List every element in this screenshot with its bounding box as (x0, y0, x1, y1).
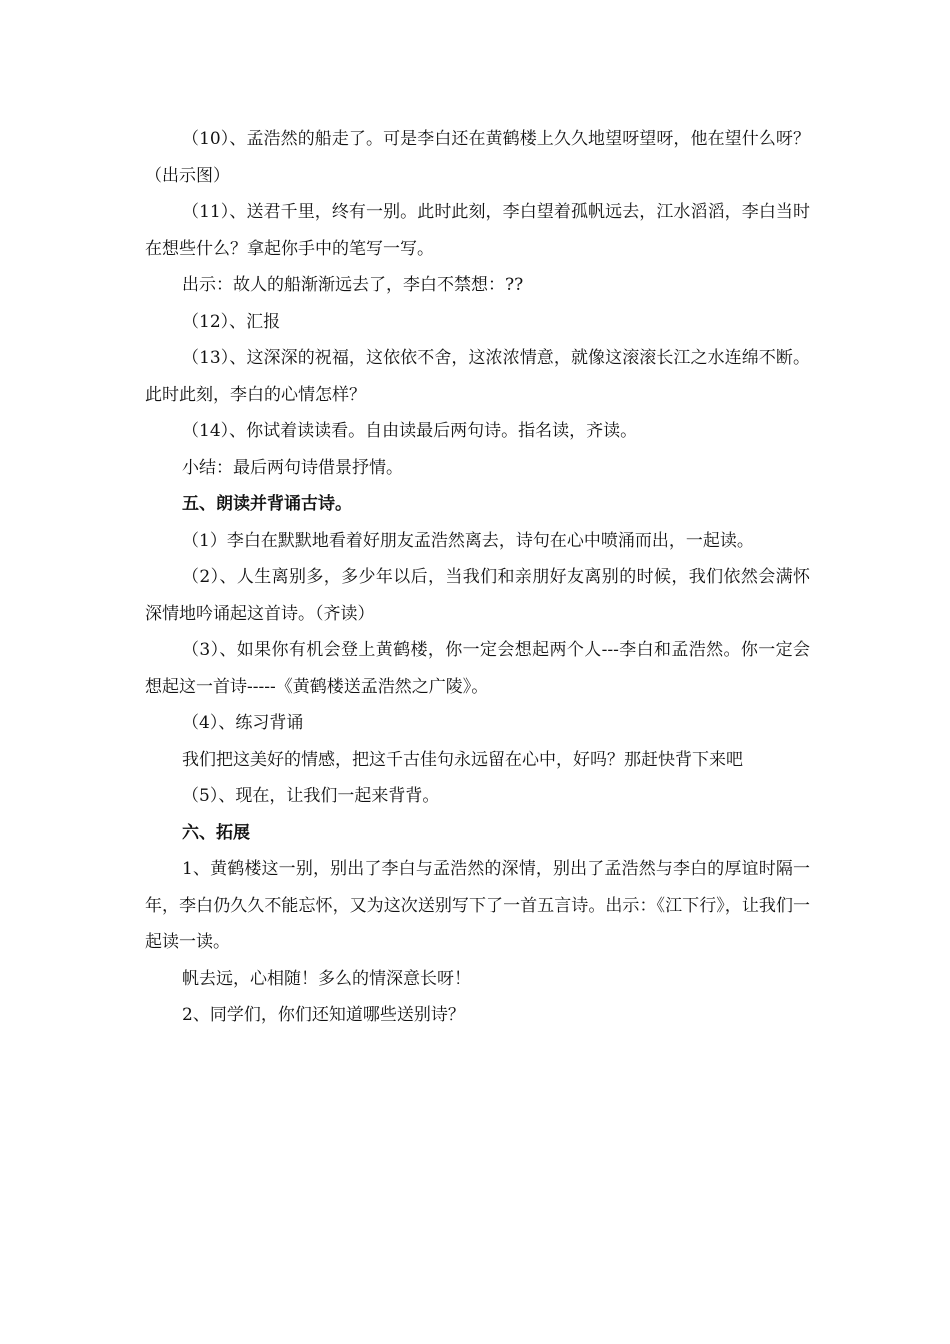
paragraph-extend-2: 2、同学们，你们还知道哪些送别诗？ (182, 1005, 465, 1025)
paragraph-read-2: （2）、人生离别多，多少年以后，当我们和亲朋好友离别的时候，我们依然会满怀深情地吟诵起这首诗。（齐读） (145, 567, 810, 624)
paragraph-memorize: 我们把这美好的情感，把这千古佳句永远留在心中，好吗？那赶快背下来吧 (182, 749, 743, 770)
paragraph-extend-1: 1、黄鹤楼这一别，别出了李白与孟浩然的深情，别出了孟浩然与李白的厚谊时隔一年，李白仍久久不能忘怀，又为这次送别写下了一首五言诗。出示：《江下行》，让我们一起读一读。 (145, 859, 810, 952)
paragraph-read-3: （3）、如果你有机会登上黄鹤楼，你一定会想起两个人---李白和孟浩然。你一定会想起这一首诗-----《黄鹤楼送孟浩然之广陵》。 (145, 640, 810, 697)
paragraph-10: （10）、孟浩然的船走了。可是李白还在黄鹤楼上久久地望呀望呀，他在望什么呀？（出示图） (145, 129, 810, 186)
paragraph-14: （14）、你试着读读看。自由读最后两句诗。指名读，齐读。 (182, 421, 638, 441)
paragraph-11: （11）、送君千里，终有一别。此时此刻，李白望着孤帆远去，江水滔滔，李白当时在想些什么？拿起你手中的笔写一写。 (145, 202, 810, 259)
paragraph-13: （13）、这深深的祝福，这依依不舍，这浓浓情意，就像这滚滚长江之水连绵不断。此时此刻，李白的心情怎样？ (145, 348, 810, 405)
section-heading-five: 五、朗读并背诵古诗。 (182, 494, 352, 514)
document-page (145, 121, 810, 1034)
paragraph-12: （12）、汇报 (182, 311, 281, 332)
paragraph-sail: 帆去远，心相随！多么的情深意长呀！ (182, 968, 471, 989)
paragraph-summary: 小结：最后两句诗借景抒情。 (182, 457, 403, 478)
section-heading-six: 六、拓展 (182, 822, 250, 843)
paragraph-read-4: （4）、练习背诵 (182, 713, 304, 733)
paragraph-show: 出示：故人的船渐渐远去了，李白不禁想：?? (182, 275, 524, 295)
paragraph-read-5: （5）、现在，让我们一起来背背。 (182, 786, 440, 806)
paragraph-read-1: （1）李白在默默地看着好朋友孟浩然离去，诗句在心中喷涌而出，一起读。 (182, 530, 754, 551)
